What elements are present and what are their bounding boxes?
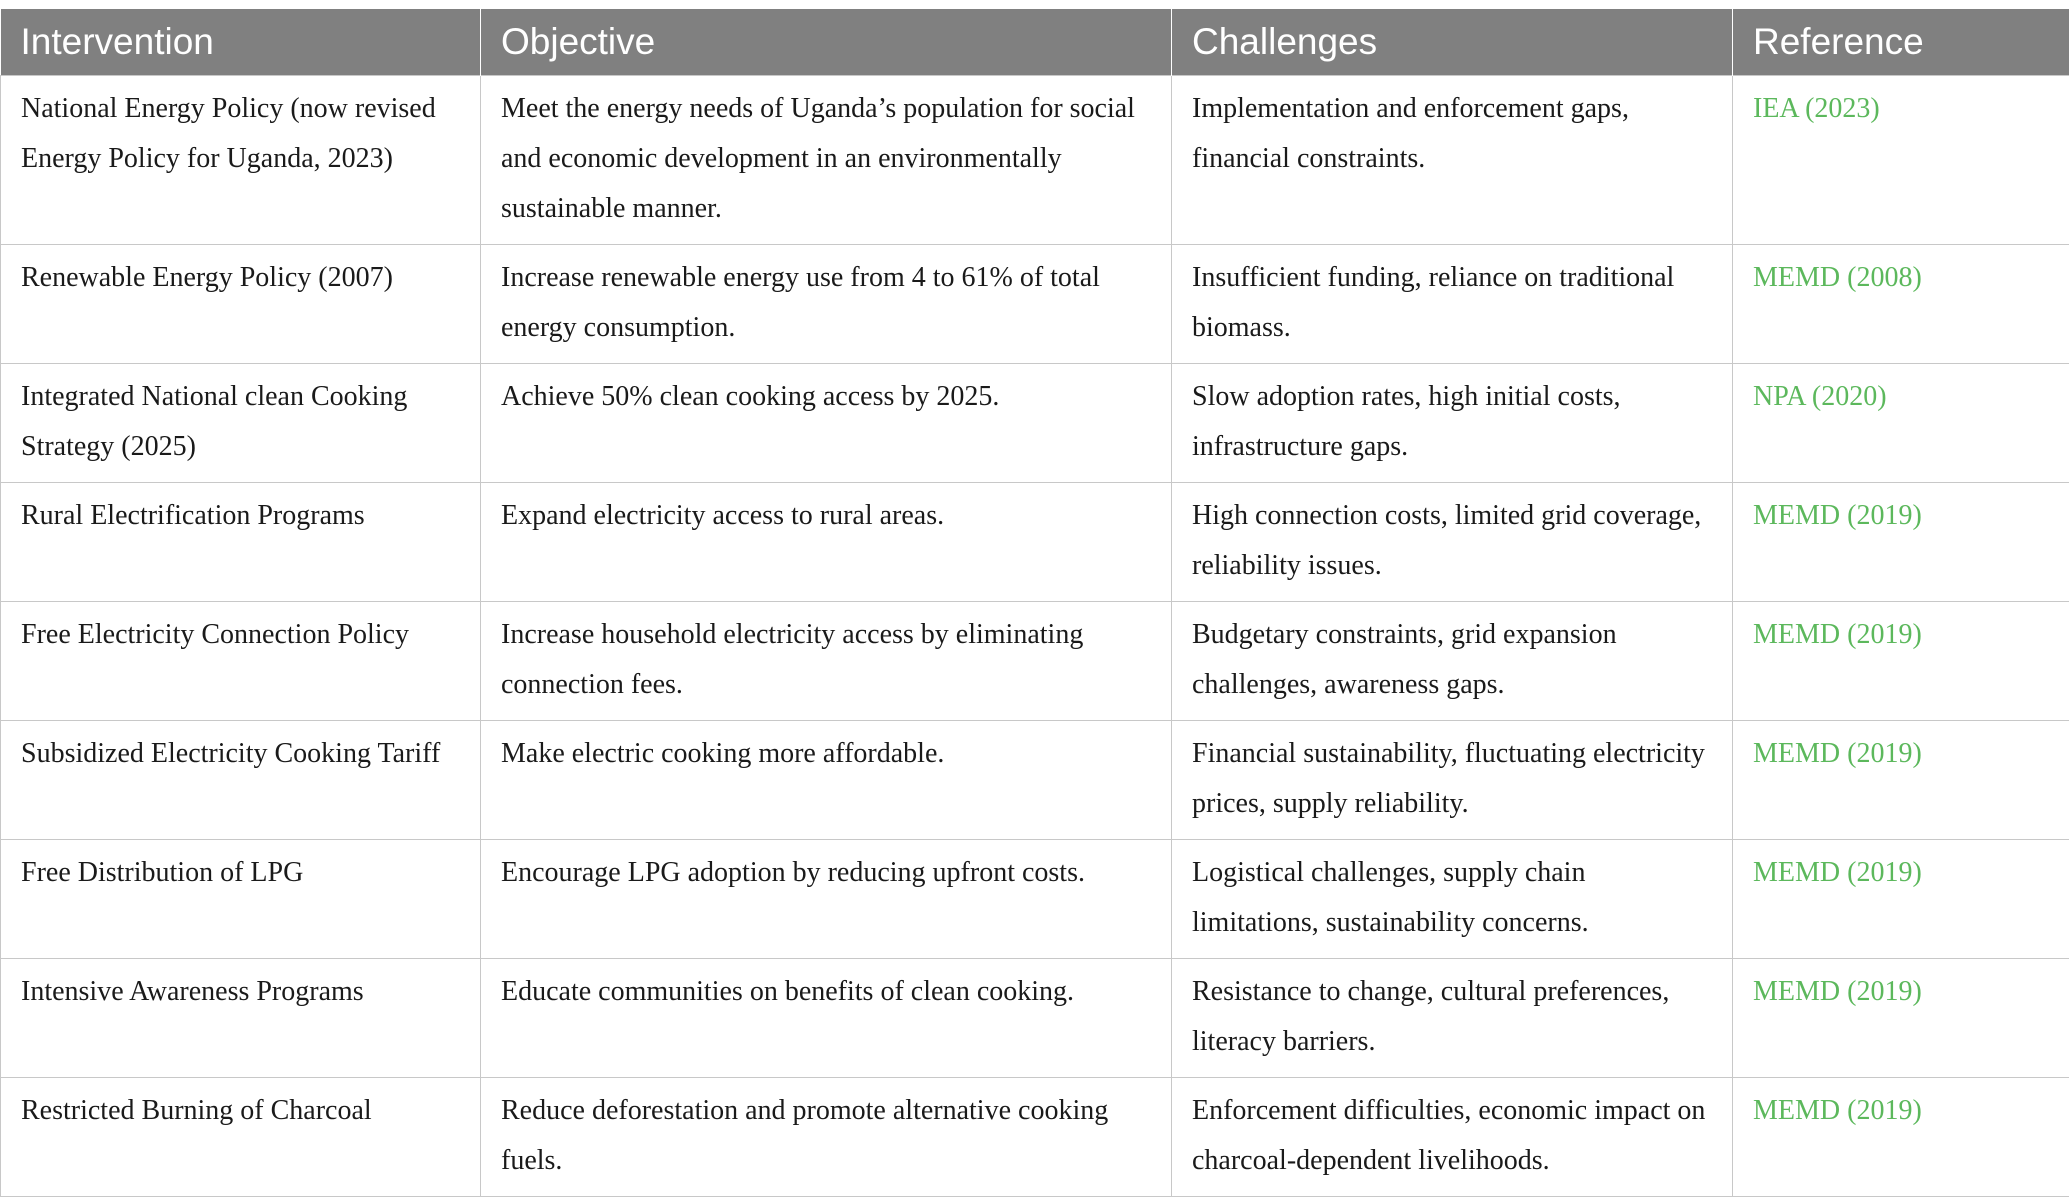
table-row [1, 959, 2069, 1078]
reference-link[interactable]: MEMD (2019) [1733, 959, 2069, 1078]
cell-intervention: Subsidized Electricity Cooking Tariff [1, 721, 481, 840]
cell-objective: Increase renewable energy use from 4 to 61% of total energy consumption. [481, 245, 1172, 364]
cell-objective: Increase household electricity access by eliminating connection fees. [481, 602, 1172, 721]
reference-link[interactable]: MEMD (2019) [1733, 1078, 2069, 1197]
reference-link[interactable]: MEMD (2019) [1733, 721, 2069, 840]
header-challenges: Challenges [1172, 9, 1733, 76]
cell-intervention: Rural Electrification Programs [1, 483, 481, 602]
cell-challenges: Insufficient funding, reliance on traditional biomass. [1172, 245, 1733, 364]
table-container [0, 9, 2069, 1197]
table-row [1, 840, 2069, 959]
cell-challenges: Financial sustainability, fluctuating electricity prices, supply reliability. [1172, 721, 1733, 840]
cell-objective: Expand electricity access to rural areas. [481, 483, 1172, 602]
cell-intervention: Renewable Energy Policy (2007) [1, 245, 481, 364]
header-intervention: Intervention [1, 9, 481, 76]
table-row [1, 602, 2069, 721]
header-row [1, 9, 2069, 76]
table-row [1, 76, 2069, 245]
cell-challenges: Resistance to change, cultural preferences, literacy barriers. [1172, 959, 1733, 1078]
cell-challenges: Budgetary constraints, grid expansion challenges, awareness gaps. [1172, 602, 1733, 721]
cell-objective: Meet the energy needs of Uganda’s population for social and economic development in an environmentally sustainable manner. [481, 76, 1172, 245]
reference-link[interactable]: MEMD (2019) [1733, 483, 2069, 602]
reference-link[interactable]: MEMD (2019) [1733, 602, 2069, 721]
cell-objective: Achieve 50% clean cooking access by 2025. [481, 364, 1172, 483]
cell-intervention: Intensive Awareness Programs [1, 959, 481, 1078]
table-row [1, 364, 2069, 483]
table-row [1, 245, 2069, 364]
cell-challenges: Enforcement difficulties, economic impact on charcoal-dependent livelihoods. [1172, 1078, 1733, 1197]
interventions-table [0, 9, 2069, 1197]
cell-objective: Make electric cooking more affordable. [481, 721, 1172, 840]
reference-link[interactable]: NPA (2020) [1733, 364, 2069, 483]
cell-objective: Educate communities on benefits of clean cooking. [481, 959, 1172, 1078]
reference-link[interactable]: MEMD (2008) [1733, 245, 2069, 364]
header-reference: Reference [1733, 9, 2069, 76]
table-row [1, 483, 2069, 602]
cell-objective: Reduce deforestation and promote alternative cooking fuels. [481, 1078, 1172, 1197]
reference-link[interactable]: MEMD (2019) [1733, 840, 2069, 959]
cell-intervention: Free Distribution of LPG [1, 840, 481, 959]
table-row [1, 721, 2069, 840]
reference-link[interactable]: IEA (2023) [1733, 76, 2069, 245]
cell-intervention: Free Electricity Connection Policy [1, 602, 481, 721]
cell-intervention: Integrated National clean Cooking Strategy (2025) [1, 364, 481, 483]
table-row [1, 1078, 2069, 1197]
cell-challenges: Slow adoption rates, high initial costs, infrastructure gaps. [1172, 364, 1733, 483]
cell-intervention: Restricted Burning of Charcoal [1, 1078, 481, 1197]
cell-intervention: National Energy Policy (now revised Energy Policy for Uganda, 2023) [1, 76, 481, 245]
cell-challenges: Implementation and enforcement gaps, financial constraints. [1172, 76, 1733, 245]
cell-challenges: High connection costs, limited grid coverage, reliability issues. [1172, 483, 1733, 602]
cell-objective: Encourage LPG adoption by reducing upfront costs. [481, 840, 1172, 959]
cell-challenges: Logistical challenges, supply chain limitations, sustainability concerns. [1172, 840, 1733, 959]
header-objective: Objective [481, 9, 1172, 76]
